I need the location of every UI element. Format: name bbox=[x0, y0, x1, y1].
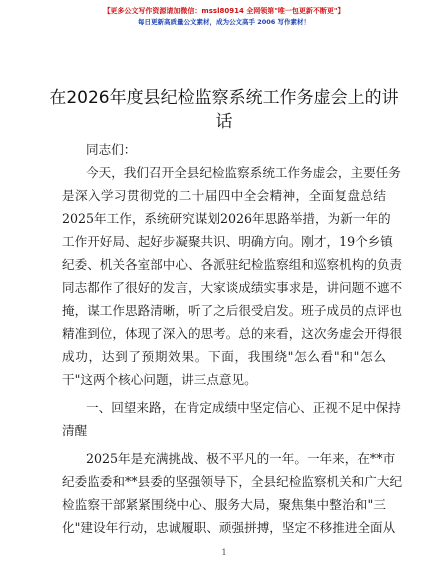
paragraph-line: 工作开好局、起好步凝聚共识、明确方向。刚才，19个乡镇 bbox=[62, 234, 393, 249]
paragraph-line: 纪委监委和**县委的坚强领导下，全县纪检监察机关和广大纪 bbox=[62, 474, 403, 489]
paragraph-line: 今天，我们召开全县纪检监察系统工作务虚会，主要任务 bbox=[86, 165, 401, 180]
section-heading-line: 一、回望来路，在肯定成绩中坚定信心、正视不足中保持 bbox=[86, 400, 401, 415]
title-line-2: 话 bbox=[215, 112, 233, 132]
paragraph-line: 是深入学习贯彻党的二十届四中全会精神，全面复盘总结 bbox=[62, 188, 386, 203]
page-number: 1 bbox=[221, 548, 227, 557]
paragraph-line: 同志都作了很好的发言，大家谈成绩实事求是，讲问题不遮不 bbox=[62, 280, 403, 295]
paragraph-line: 干"这两个核心问题，讲三点意见。 bbox=[62, 372, 257, 387]
promo-banner-line1: 【更多公文写作资源请加微信：mssl80914 全网领第"唯一包更新不断更"】 bbox=[103, 7, 345, 15]
paragraph-line: 2025年工作，系统研究谋划2026年思路举措，为新一年的 bbox=[62, 211, 391, 226]
paragraph-line: 检监察干部紧紧围绕中心、服务大局，聚焦集中整治和"三 bbox=[62, 497, 386, 512]
paragraph-line: 掩，谋工作思路清晰，听了之后很受启发。班子成员的点评也 bbox=[62, 303, 403, 318]
promo-banner-line2: 每日更新高质量公文素材，成为公文高手 2006 写作素材！ bbox=[137, 18, 311, 26]
paragraph-line: 纪委、机关各室部中心、各派驻纪检监察组和巡察机构的负责 bbox=[62, 257, 403, 272]
paragraph-line: 化"建设年行动，忠诚履职、顽强拼搏，坚定不移推进全面从 bbox=[62, 520, 396, 535]
document-title bbox=[40, 86, 408, 134]
title-line-1: 在2026年度县纪检监察系统工作务虚会上的讲 bbox=[49, 88, 399, 108]
greeting: 同志们： bbox=[86, 142, 137, 157]
paragraph-line: 成功，达到了预期效果。下面，我围绕"怎么看"和"怎么 bbox=[62, 349, 386, 364]
section-heading-line: 清醒 bbox=[62, 423, 88, 438]
paragraph-line: 精准到位，体现了深入的思考。总的来看，这次务虚会开得很 bbox=[62, 326, 403, 341]
paragraph-line: 2025年是充满挑战、极不平凡的一年。一年来，在**市 bbox=[86, 451, 396, 466]
